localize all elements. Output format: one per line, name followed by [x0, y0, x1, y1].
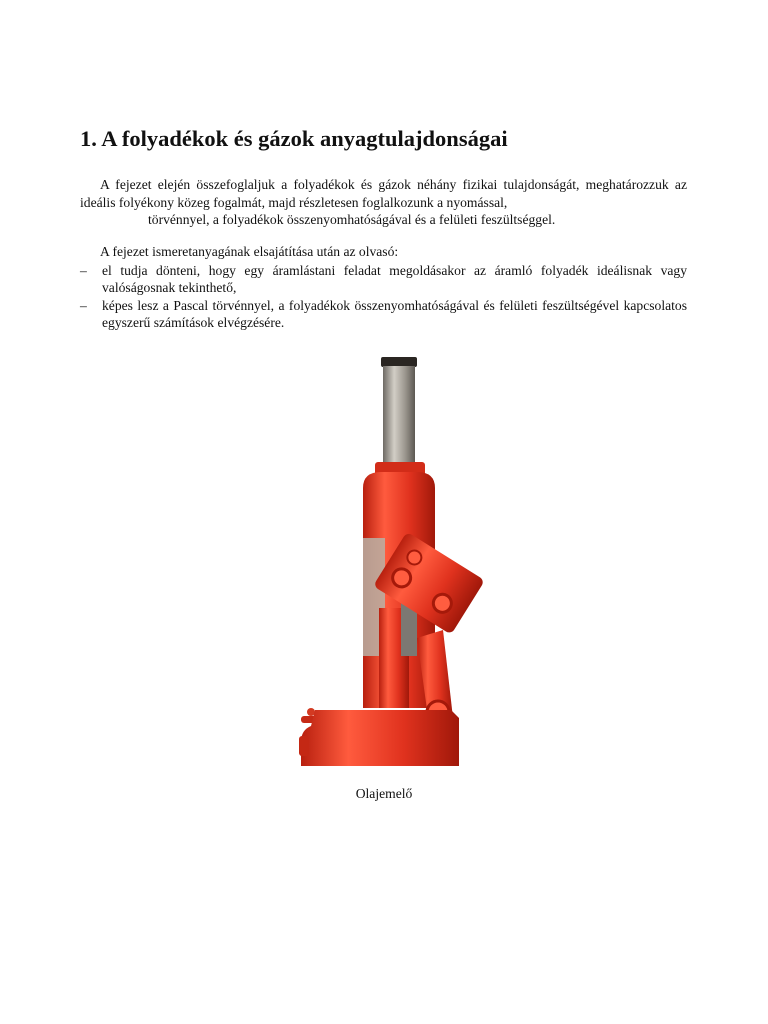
- list-item: [80, 297, 687, 331]
- intro-last-line: törvénnyel, a folyadékok összenyomhatóságával és a felületi feszültséggel.: [148, 212, 556, 227]
- intro-paragraph: [80, 176, 687, 229]
- bullet-dash: –: [80, 298, 87, 313]
- bullet-dash: –: [80, 263, 87, 278]
- list-item-text: képes lesz a Pascal törvénnyel, a folyadékok összenyomhatóságával és felületi feszültségével kapcsolatos egyszerű számítások elvégzésére.: [102, 298, 687, 330]
- page-title: 1. A folyadékok és gázok anyagtulajdonságai: [80, 126, 508, 151]
- ram-cap: [381, 357, 417, 367]
- list-item-text: el tudja dönteni, hogy egy áramlástani feladat megoldásakor az áramló folyadék ideálisnak vagy valóságosnak tekinthető,: [102, 263, 687, 295]
- bottle-jack-photo: [255, 338, 515, 778]
- valve-knob: [307, 708, 315, 716]
- bottle-jack-illustration: [255, 338, 515, 778]
- base-foot: [299, 736, 309, 756]
- intro-text: A fejezet elején összefoglaljuk a folyadékok és gázok néhány fizikai tulajdonságát, meghatározzuk az ideális folyékony közeg fogalmát, majd részletesen foglalkozunk a nyomással,: [80, 177, 687, 210]
- objectives-list: [80, 262, 687, 331]
- ram-rod: [383, 366, 415, 466]
- jack-base: [301, 710, 459, 766]
- list-item: [80, 262, 687, 296]
- figure-caption: Olajemelő: [355, 786, 413, 801]
- objectives-lead: A fejezet ismeretanyagának elsajátítása után az olvasó:: [100, 244, 399, 259]
- learning-objectives: [80, 243, 687, 332]
